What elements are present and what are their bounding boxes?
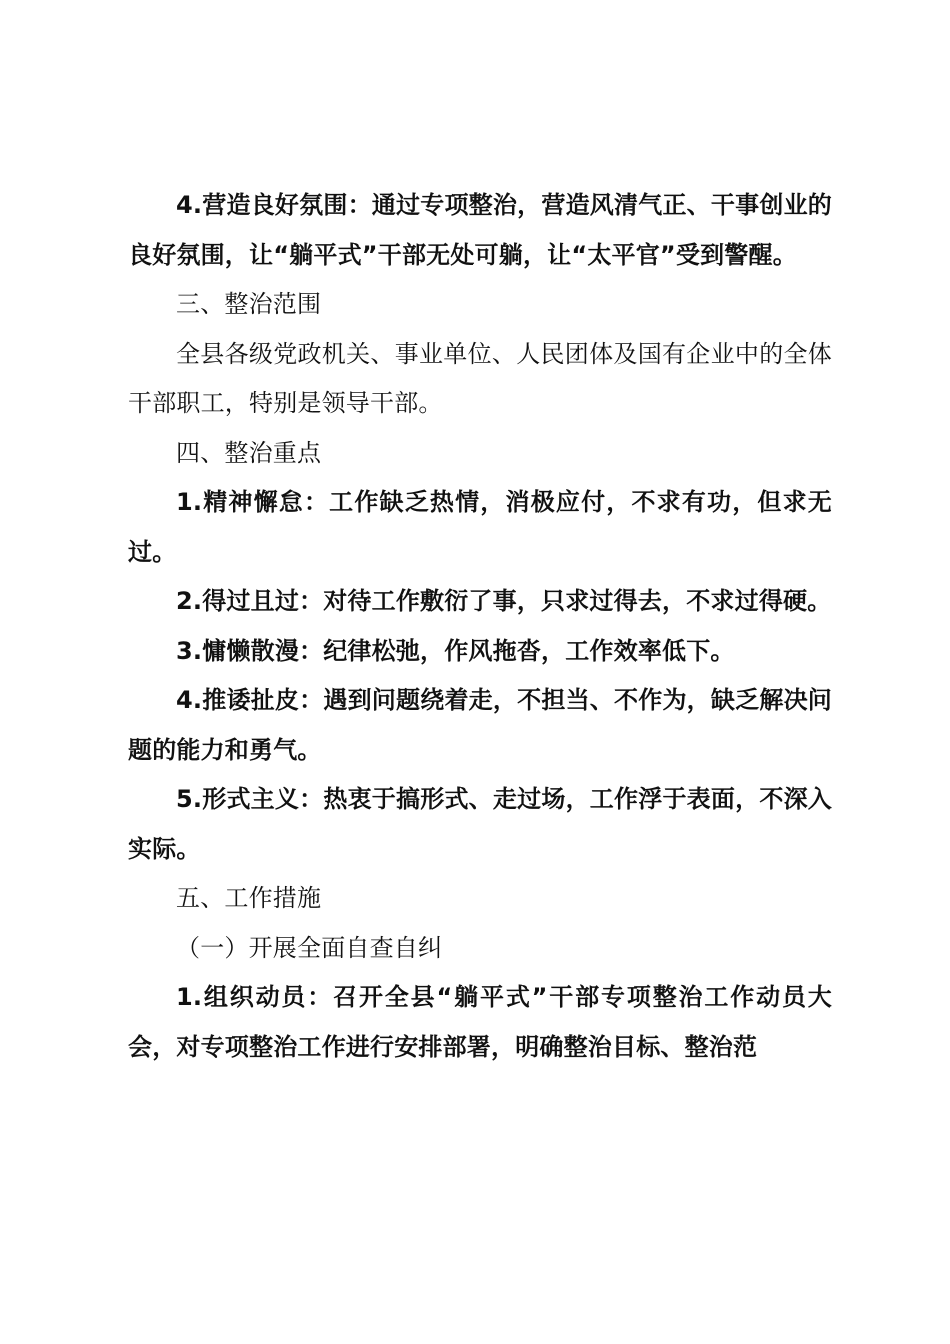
heading-measures: 五、工作措施	[176, 884, 322, 912]
heading-scope: 三、整治范围	[176, 290, 322, 318]
focus-item-3: 3.慵懒散漫：纪律松弛，作风拖沓，工作效率低下。	[176, 636, 735, 665]
subheading-self-check: （一）开展全面自查自纠	[176, 933, 443, 962]
focus-item-1: 1.精神懈怠：工作缺乏热情，消极应付，不求有功，但求无过。	[128, 488, 832, 566]
paragraph-scope: 全县各级党政机关、事业单位、人民团体及国有企业中的全体干部职工，特别是领导干部。	[128, 339, 832, 417]
focus-item-2: 2.得过且过：对待工作敷衍了事，只求过得去，不求过得硬。	[176, 587, 832, 615]
measure-item-1: 1.组织动员：召开全县“躺平式”干部专项整治工作动员大会，对专项整治工作进行安排部署，明确整治目标、整治范	[128, 983, 832, 1061]
focus-item-5: 5.形式主义：热衷于搞形式、走过场，工作浮于表面，不深入实际。	[128, 785, 832, 863]
heading-focus: 四、整治重点	[176, 438, 322, 467]
paragraph-goal-atmosphere: 4.营造良好氛围：通过专项整治，营造风清气正、干事创业的良好氛围，让“躺平式”干部无处可躺，让“太平官”受到警醒。	[128, 191, 832, 269]
focus-item-4: 4.推诿扯皮：遇到问题绕着走，不担当、不作为，缺乏解决问题的能力和勇气。	[128, 686, 832, 764]
document-body	[128, 181, 832, 1072]
